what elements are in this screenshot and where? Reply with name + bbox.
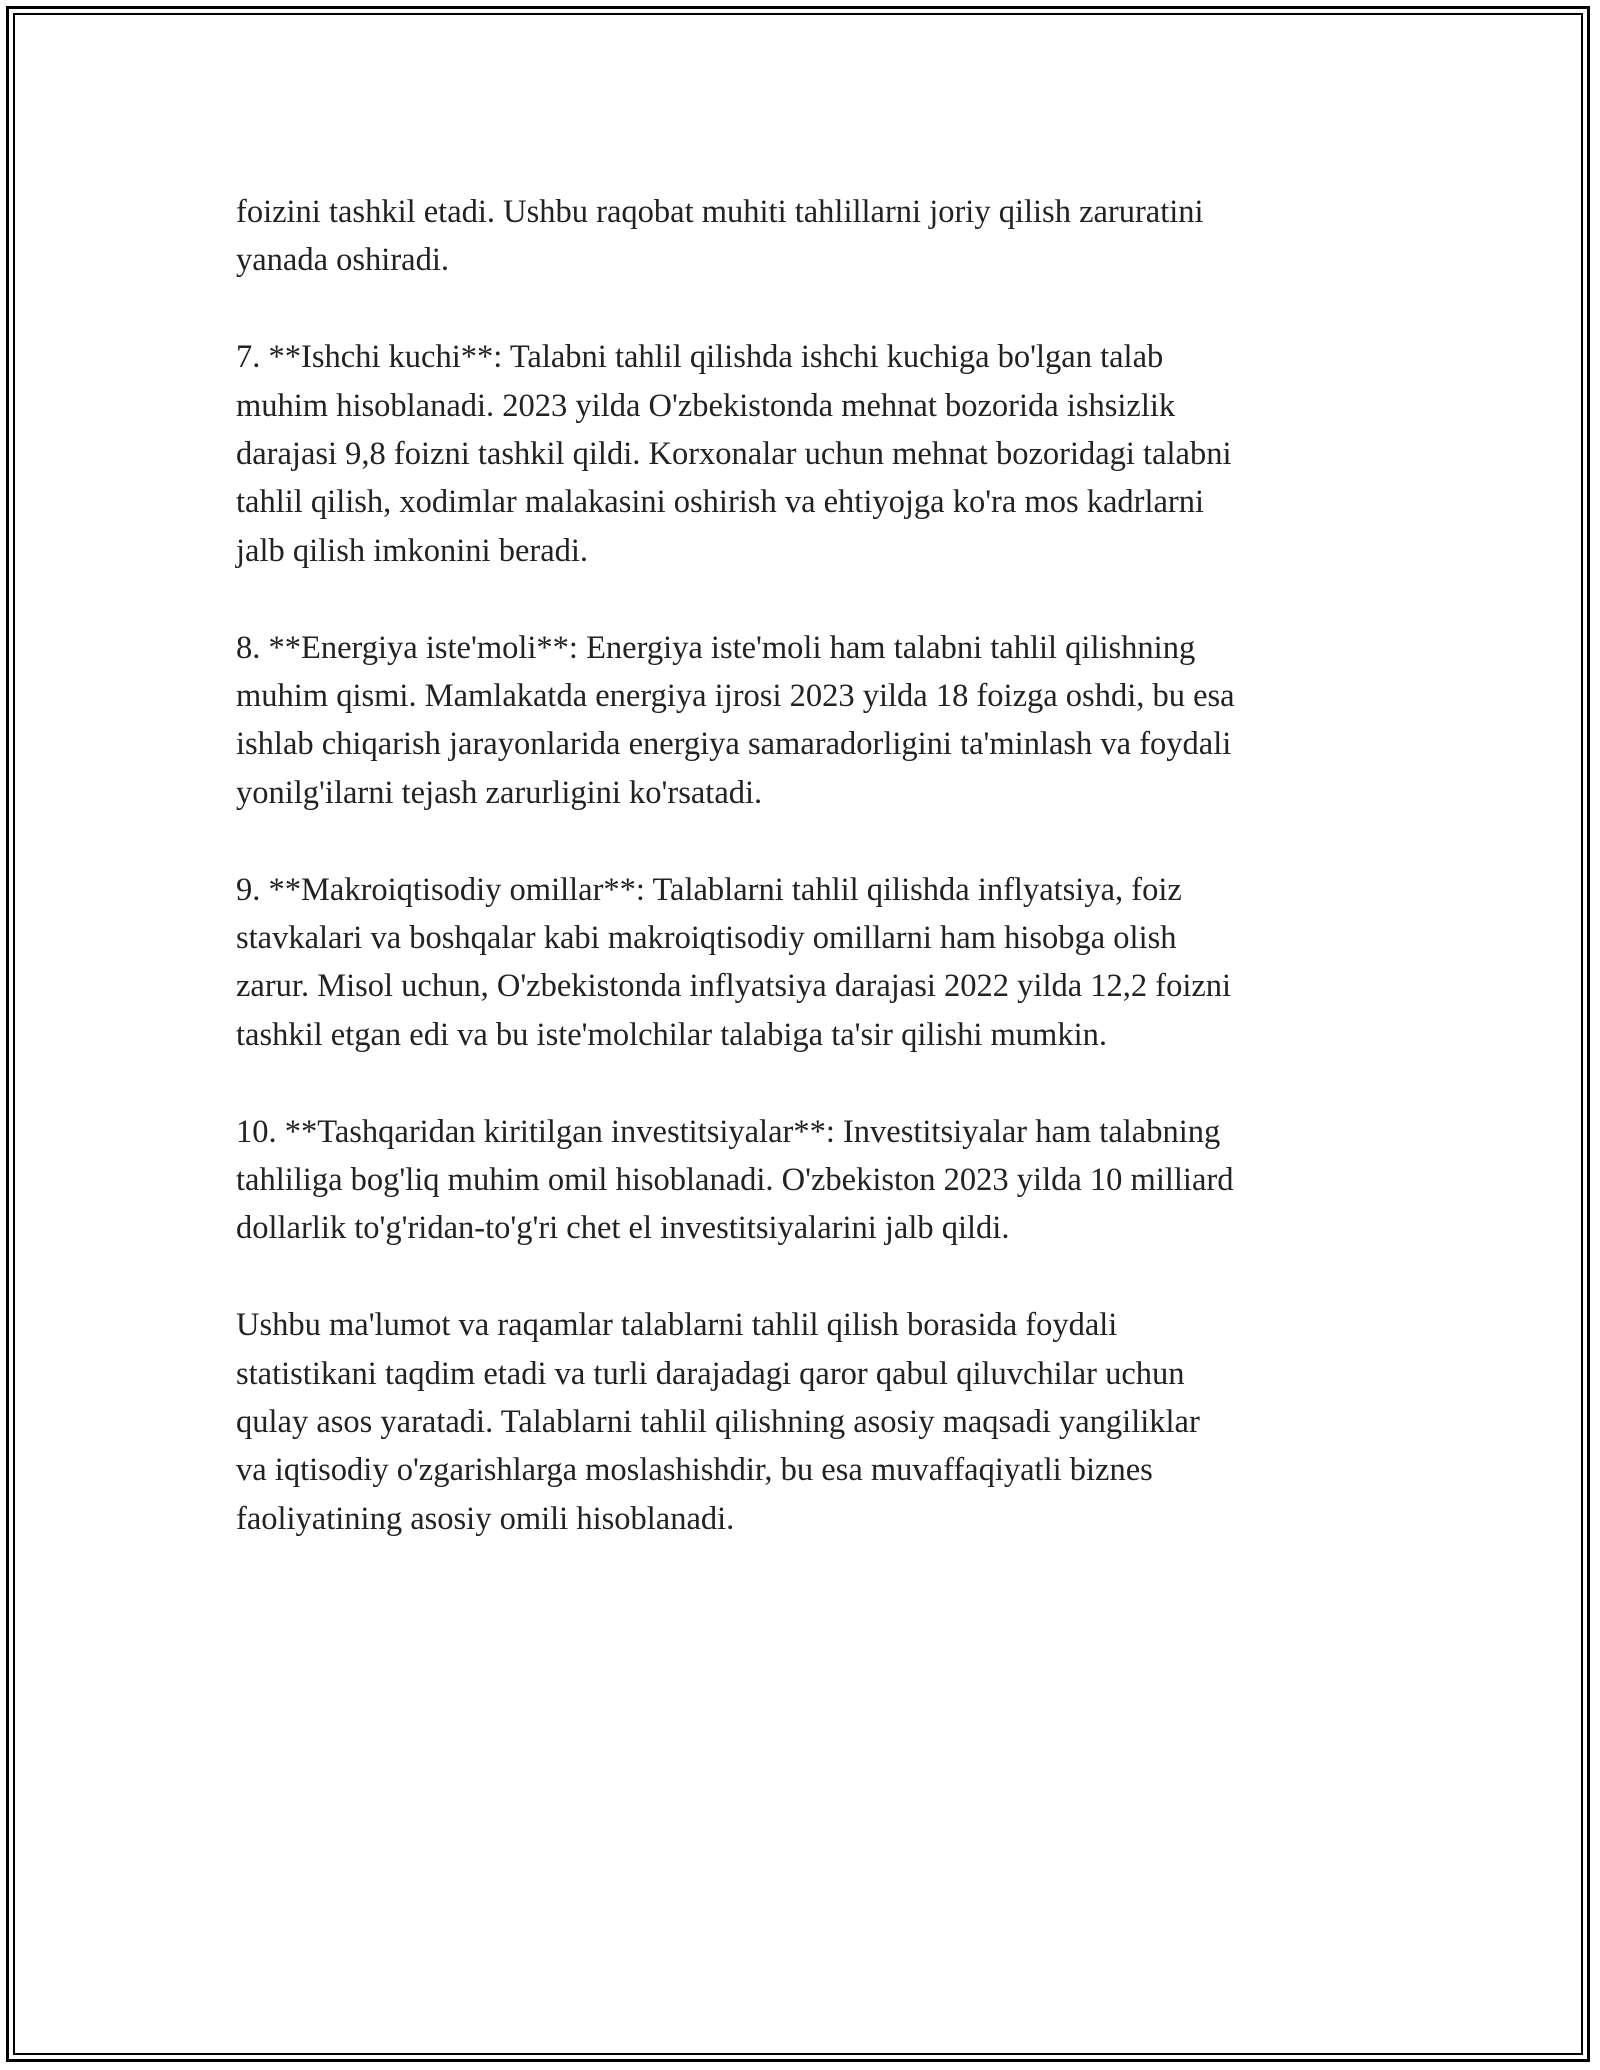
text-line: stavkalari va boshqalar kabi makroiqtisodiy omillarni ham hisobga olish <box>236 920 1177 957</box>
paragraph-item-10 <box>236 1108 1396 1253</box>
text-line: va iqtisodiy o'zgarishlarga moslashishdir, bu esa muvaffaqiyatli biznes <box>236 1452 1153 1489</box>
text-line: zarur. Misol uchun, O'zbekistonda inflyatsiya darajasi 2022 yilda 12,2 foizni <box>236 968 1232 1005</box>
text-line: statistikani taqdim etadi va turli darajadagi qaror qabul qiluvchilar uchun <box>236 1355 1185 1392</box>
text-line: 8. **Energiya iste'moli**: Energiya iste'moli ham talabni tahlil qilishning <box>236 629 1196 666</box>
text-line: faoliyatining asosiy omili hisoblanadi. <box>236 1500 735 1537</box>
text-line: qulay asos yaratadi. Talablarni tahlil qilishning asosiy maqsadi yangiliklar <box>236 1404 1200 1441</box>
text-line: ishlab chiqarish jarayonlarida energiya samaradorligini ta'minlash va foydali <box>236 726 1232 763</box>
text-line: 9. **Makroiqtisodiy omillar**: Talablarni tahlil qilishda inflyatsiya, foiz <box>236 871 1182 908</box>
text-line: 7. **Ishchi kuchi**: Talabni tahlil qilishda ishchi kuchiga bo'lgan talab <box>236 339 1164 376</box>
paragraph-item-8 <box>236 624 1396 818</box>
text-line: tashkil etgan edi va bu iste'molchilar talabiga ta'sir qilishi mumkin. <box>236 1016 1107 1053</box>
paragraph-conclusion <box>236 1301 1396 1543</box>
text-line: jalb qilish imkonini beradi. <box>236 532 589 569</box>
text-line: muhim hisoblanadi. 2023 yilda O'zbekistonda mehnat bozorida ishsizlik <box>236 387 1176 424</box>
text-line: foizini tashkil etadi. Ushbu raqobat muhiti tahlillarni joriy qilish zaruratini <box>236 194 1204 230</box>
text-line: yonilg'ilarni tejash zarurligini ko'rsatadi. <box>236 774 763 811</box>
document-body <box>236 188 1396 1592</box>
paragraph-continuation <box>236 188 1396 285</box>
text-line: dollarlik to'g'ridan-to'g'ri chet el investitsiyalarini jalb qildi. <box>236 1210 1010 1247</box>
text-line: darajasi 9,8 foizni tashkil qildi. Korxonalar uchun mehnat bozoridagi talabni <box>236 436 1232 473</box>
text-line: Ushbu ma'lumot va raqamlar talablarni tahlil qilish borasida foydali <box>236 1307 1118 1344</box>
text-line: muhim qismi. Mamlakatda energiya ijrosi 2023 yilda 18 foizga oshdi, bu esa <box>236 678 1235 715</box>
text-line: tahlil qilish, xodimlar malakasini oshirish va ehtiyojga ko'ra mos kadrlarni <box>236 484 1205 521</box>
text-line: tahliliga bog'liq muhim omil hisoblanadi. O'zbekiston 2023 yilda 10 milliard <box>236 1162 1234 1199</box>
paragraph-item-9 <box>236 866 1396 1060</box>
paragraph-item-7 <box>236 333 1396 575</box>
text-line: 10. **Tashqaridan kiritilgan investitsiyalar**: Investitsiyalar ham talabning <box>236 1113 1221 1150</box>
text-line: yanada oshiradi. <box>236 242 449 279</box>
